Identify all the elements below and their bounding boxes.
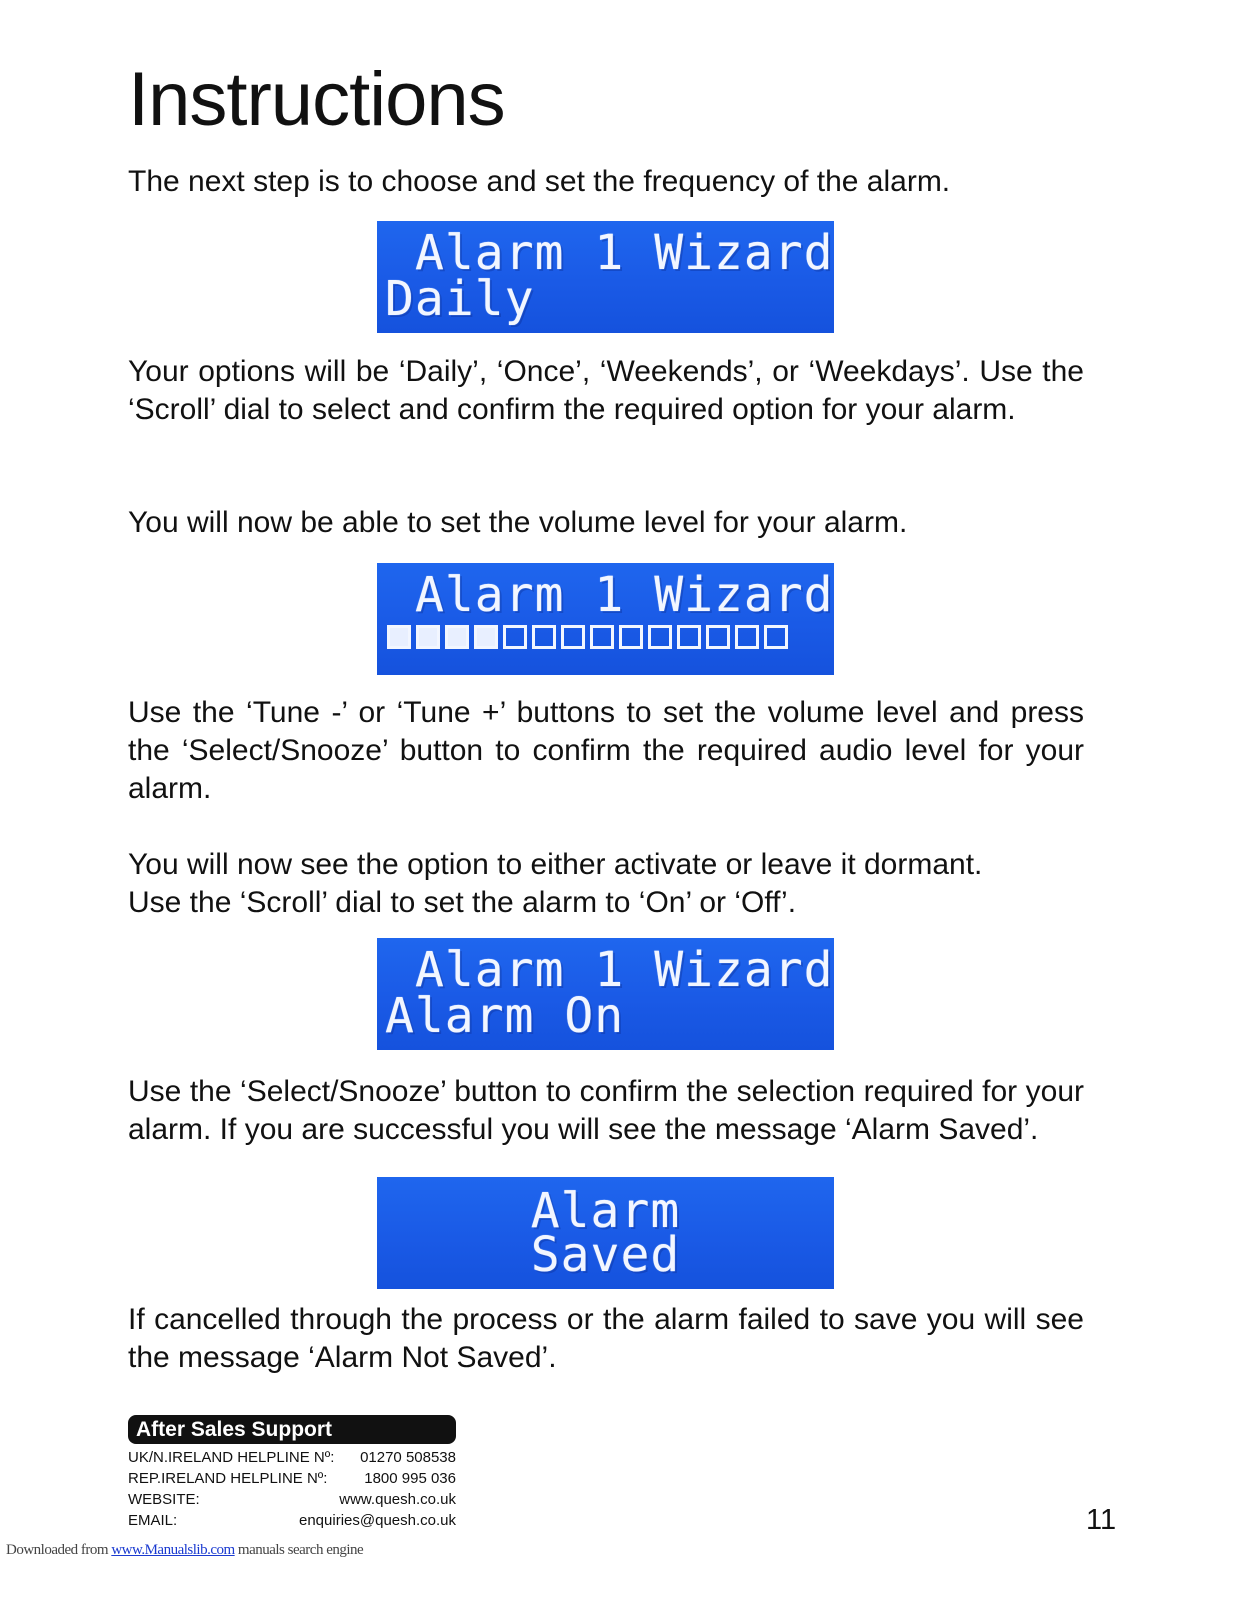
volume-level-bar (387, 625, 788, 649)
lcd-line-2: Saved (530, 1227, 681, 1283)
volume-block-filled (445, 625, 469, 649)
support-value: 1800 995 036 (364, 1470, 456, 1487)
volume-block-filled (416, 625, 440, 649)
volume-block-empty (503, 625, 527, 649)
cancel-paragraph: If cancelled through the process or the alarm failed to save you will see the message ‘Alarm Not Saved’. (128, 1303, 1084, 1374)
lcd-line-1: Alarm 1 Wizard (415, 567, 834, 623)
support-heading: After Sales Support (128, 1415, 456, 1444)
lcd-line-1: Alarm 1 Wizard (415, 225, 834, 281)
volume-block-empty (532, 625, 556, 649)
support-label: UK/N.IRELAND HELPLINE Nº: (128, 1449, 335, 1466)
page-title: Instructions (128, 57, 505, 142)
volume-block-empty (590, 625, 614, 649)
volume-block-filled (387, 625, 411, 649)
volume-instructions-paragraph: Use the ‘Tune -’ or ‘Tune +’ buttons to set the volume level and press the ‘Select/Snooze’ button to confirm the required audio level for your alarm. (128, 696, 1084, 805)
intro-paragraph: The next step is to choose and set the frequency of the alarm. (128, 165, 951, 198)
support-value: www.quesh.co.uk (339, 1491, 456, 1508)
footer-source (6, 1542, 363, 1559)
support-label: EMAIL: (128, 1512, 178, 1529)
footer-prefix: Downloaded from (6, 1542, 112, 1558)
volume-block-empty (561, 625, 585, 649)
lcd-line-2: Daily (385, 271, 535, 327)
lcd-display-activation (377, 938, 834, 1050)
confirm-paragraph: Use the ‘Select/Snooze’ button to confirm the selection required for your alarm. If you are successful you will see the message ‘Alarm Saved’. (128, 1075, 1084, 1146)
volume-block-empty (619, 625, 643, 649)
support-label: REP.IRELAND HELPLINE Nº: (128, 1470, 328, 1487)
lcd-line-1: Alarm (530, 1183, 681, 1239)
volume-block-filled (474, 625, 498, 649)
manualslib-link[interactable]: www.Manualslib.com (111, 1542, 235, 1558)
footer-suffix: manuals search engine (234, 1542, 364, 1558)
activation-paragraph-line-1: You will now see the option to either activate or leave it dormant. (128, 848, 983, 881)
volume-block-empty (677, 625, 701, 649)
support-label: WEBSITE: (128, 1491, 200, 1508)
lcd-line-1: Alarm 1 Wizard (415, 942, 834, 998)
volume-block-empty (706, 625, 730, 649)
support-row-website (128, 1489, 456, 1510)
volume-block-empty (735, 625, 759, 649)
volume-block-empty (648, 625, 672, 649)
lcd-display-saved (377, 1177, 834, 1289)
page-number: 11 (1086, 1504, 1117, 1536)
activation-paragraph-line-2: Use the ‘Scroll’ dial to set the alarm to ‘On’ or ‘Off’. (128, 886, 797, 919)
lcd-display-frequency (377, 221, 834, 333)
lcd-display-volume (377, 563, 834, 675)
support-row-ireland-helpline (128, 1468, 456, 1489)
support-value: 01270 508538 (360, 1449, 456, 1466)
support-value: enquiries@quesh.co.uk (299, 1512, 456, 1529)
options-paragraph: Your options will be ‘Daily’, ‘Once’, ‘Weekends’, or ‘Weekdays’. Use the ‘Scroll’ dial to select and confirm the required option for your alarm. (128, 355, 1084, 426)
support-row-email (128, 1510, 456, 1531)
support-row-uk-helpline (128, 1447, 456, 1468)
volume-intro-paragraph: You will now be able to set the volume level for your alarm. (128, 506, 908, 539)
volume-block-empty (764, 625, 788, 649)
lcd-line-2: Alarm On (385, 988, 625, 1044)
